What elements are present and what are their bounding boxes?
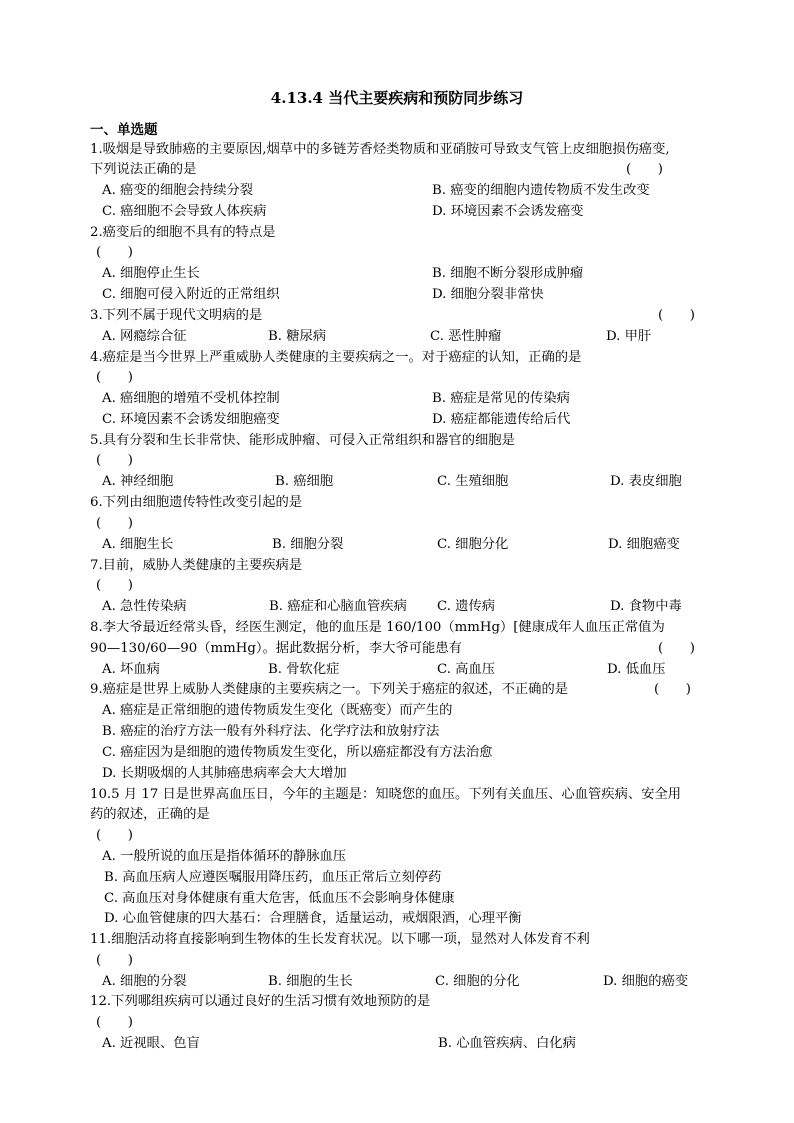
q10-option-a: A. 一般所说的血压是指体循环的静脉血压 [102, 849, 347, 864]
q7-option-c: C. 遗传病 [437, 599, 496, 614]
question-10-line-1: 10.5 月 17 日是世界高血压日，今年的主题是：知晓您的血压。下列有关血压、心血管疾病、安全用 [90, 787, 682, 802]
q5-option-b: B. 癌细胞 [275, 474, 334, 489]
answer-blank-7: ( ) [96, 578, 133, 593]
q1-option-d: D. 环境因素不会诱发癌变 [432, 204, 584, 219]
answer-blank-6: ( ) [96, 516, 133, 531]
q2-option-b: B. 细胞不断分裂形成肿瘤 [432, 266, 584, 281]
q10-option-b: B. 高血压病人应遵医嘱服用降压药，血压正常后立刻停药 [104, 870, 442, 885]
q11-option-d: D. 细胞的癌变 [603, 974, 689, 989]
question-1-line-2: 下列说法正确的是 [90, 162, 197, 177]
answer-blank-12: ( ) [96, 1015, 133, 1030]
question-5-line-1: 5.具有分裂和生长非常快、能形成肿瘤、可侵入正常组织和器官的细胞是 [90, 433, 515, 448]
q4-option-c: C. 环境因素不会诱发细胞癌变 [102, 412, 280, 427]
q1-option-c: C. 癌细胞不会导致人体疾病 [102, 204, 267, 219]
q3-option-b: B. 糖尿病 [268, 329, 327, 344]
q7-option-b: B. 癌症和心脑血管疾病 [269, 599, 407, 614]
q8-option-c: C. 高血压 [437, 662, 496, 677]
question-3-line-1: 3.下列不属于现代文明病的是 [90, 308, 263, 323]
q5-option-a: A. 神经细胞 [102, 474, 174, 489]
q1-option-a: A. 癌变的细胞会持续分裂 [102, 183, 254, 198]
q8-option-d: D. 低血压 [607, 662, 666, 677]
q6-option-c: C. 细胞分化 [437, 537, 509, 552]
q1-option-b: B. 癌变的细胞内遗传物质不发生改变 [432, 183, 650, 198]
q5-option-d: D. 表皮细胞 [610, 474, 682, 489]
q9-option-a: A. 癌症是正常细胞的遗传物质发生变化（既癌变）而产生的 [102, 703, 453, 718]
answer-blank-2: ( ) [96, 245, 133, 260]
q4-option-b: B. 癌症是常见的传染病 [432, 391, 570, 406]
question-2-line-1: 2.癌变后的细胞不具有的特点是 [90, 225, 276, 240]
answer-blank-9: ( ) [654, 682, 691, 697]
q4-option-a: A. 癌细胞的增殖不受机体控制 [102, 391, 280, 406]
question-8-line-2: 90—130/60—90（mmHg）。据此数据分析，李大爷可能患有 [90, 641, 462, 656]
q2-option-c: C. 细胞可侵入附近的正常组织 [102, 287, 280, 302]
q5-option-c: C. 生殖细胞 [437, 474, 509, 489]
q10-option-d: D. 心血管健康的四大基石：合理膳食，适量运动，戒烟限酒，心理平衡 [104, 911, 522, 926]
question-7-line-1: 7.目前，威胁人类健康的主要疾病是 [90, 558, 303, 573]
answer-blank-4: ( ) [96, 370, 133, 385]
q2-option-d: D. 细胞分裂非常快 [432, 287, 544, 302]
q6-option-b: B. 细胞分裂 [272, 537, 344, 552]
section-heading: 一、单选题 [90, 122, 158, 138]
question-6-line-1: 6.下列由细胞遗传特性改变引起的是 [90, 495, 303, 510]
q9-option-c: C. 癌症因为是细胞的遗传物质发生变化，所以癌症都没有方法治愈 [102, 745, 493, 760]
q9-option-b: B. 癌症的治疗方法一般有外科疗法、化学疗法和放射疗法 [102, 724, 440, 739]
q11-option-a: A. 细胞的分裂 [102, 974, 187, 989]
q2-option-a: A. 细胞停止生长 [102, 266, 200, 281]
page-title: 4.13.4 当代主要疾病和预防同步练习 [270, 89, 524, 107]
q10-option-c: C. 高血压对身体健康有重大危害，低血压不会影响身体健康 [104, 891, 455, 906]
answer-blank-8: ( ) [658, 641, 695, 656]
q8-option-b: B. 骨软化症 [268, 662, 340, 677]
q3-option-d: D. 甲肝 [606, 329, 652, 344]
q12-option-a: A. 近视眼、色盲 [102, 1036, 200, 1051]
question-8-line-1: 8.李大爷最近经常头昏，经医生测定，他的血压是 160/100（mmHg）[健康成年人血压正常值为 [90, 620, 665, 635]
answer-blank-11: ( ) [96, 953, 133, 968]
question-12-line-1: 12.下列哪组疾病可以通过良好的生活习惯有效地预防的是 [90, 994, 431, 1009]
q4-option-d: D. 癌症都能遗传给后代 [432, 412, 571, 427]
question-4-line-1: 4.癌症是当今世界上严重威胁人类健康的主要疾病之一。对于癌症的认知，正确的是 [90, 350, 582, 365]
q11-option-b: B. 细胞的生长 [268, 974, 353, 989]
answer-blank-1: ( ) [626, 162, 663, 177]
q3-option-a: A. 网瘾综合征 [102, 329, 187, 344]
q12-option-b: B. 心血管疾病、白化病 [438, 1036, 576, 1051]
q8-option-a: A. 坏血病 [102, 662, 160, 677]
answer-blank-5: ( ) [96, 453, 133, 468]
question-11-line-1: 11.细胞活动将直接影响到生物体的生长发育状况。以下哪一项，显然对人体发育不利 [90, 932, 590, 947]
question-1-line-1: 1.吸烟是导致肺癌的主要原因,烟草中的多链芳香烃类物质和亚硝胺可导致支气管上皮细胞损伤癌变, [90, 142, 670, 157]
answer-blank-10: ( ) [96, 828, 133, 843]
q9-option-d: D. 长期吸烟的人其肺癌患病率会大大增加 [102, 766, 347, 781]
q6-option-d: D. 细胞癌变 [608, 537, 680, 552]
q3-option-c: C. 恶性肿瘤 [430, 329, 502, 344]
q7-option-a: A. 急性传染病 [102, 599, 187, 614]
question-9-line-1: 9.癌症是世界上威胁人类健康的主要疾病之一。下列关于癌症的叙述，不正确的是 [90, 682, 569, 697]
q11-option-c: C. 细胞的分化 [435, 974, 520, 989]
q6-option-a: A. 细胞生长 [102, 537, 174, 552]
answer-blank-3: ( ) [658, 308, 695, 323]
question-10-line-2: 药的叙述，正确的是 [90, 807, 210, 822]
q7-option-d: D. 食物中毒 [610, 599, 682, 614]
